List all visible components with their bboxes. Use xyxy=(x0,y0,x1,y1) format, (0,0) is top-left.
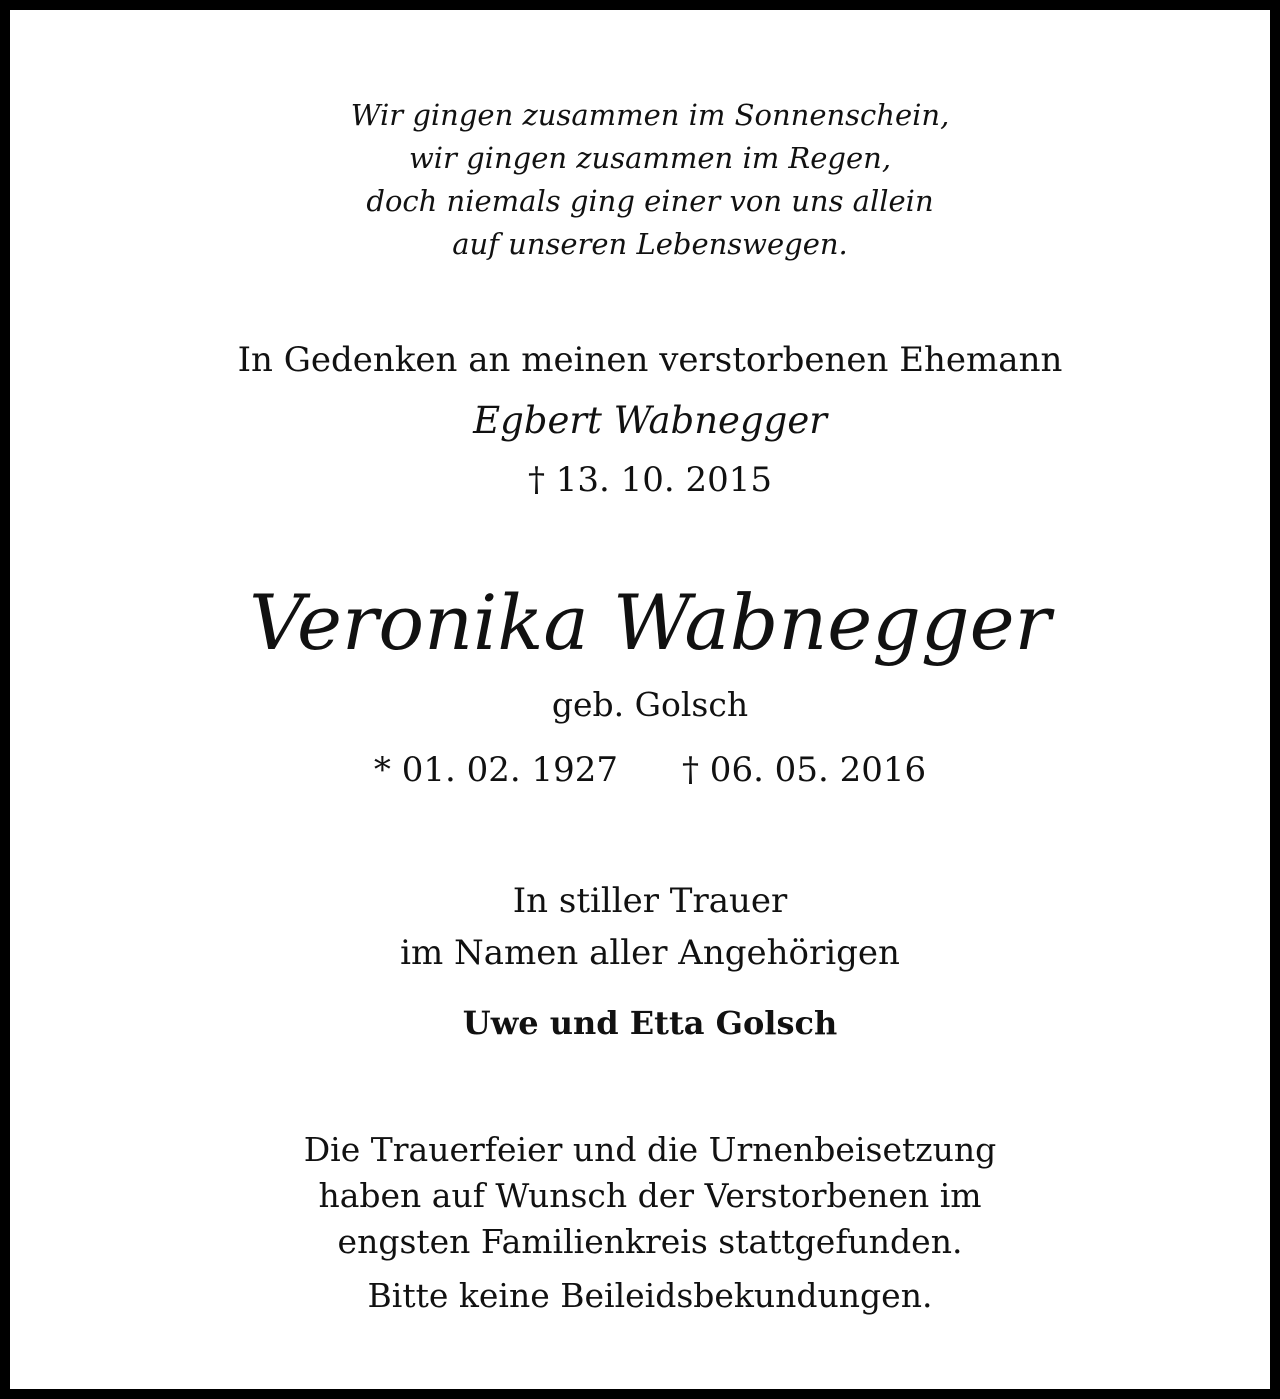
poem-line-2: wir gingen zusammen im Regen, xyxy=(408,141,892,175)
notice-line-4: Bitte keine Beileidsbekundungen. xyxy=(367,1276,933,1315)
husband-name: Egbert Wabnegger xyxy=(473,399,827,442)
maiden-name: geb. Golsch xyxy=(551,685,749,724)
notice-line-1: Die Trauerfeier und die Urnenbeisetzung xyxy=(303,1130,997,1169)
mourning-line-2: im Namen aller Angehörigen xyxy=(400,933,900,973)
mourner-names: Uwe und Etta Golsch xyxy=(462,1004,838,1042)
memorial-intro: In Gedenken an meinen verstorbenen Ehemann xyxy=(237,340,1063,380)
notice-line-2: haben auf Wunsch der Verstorbenen im xyxy=(318,1176,982,1215)
notice-line-3: engsten Familienkreis stattgefunden. xyxy=(337,1222,963,1261)
birth-date: * 01. 02. 1927 xyxy=(373,750,618,790)
husband-death-date: † 13. 10. 2015 xyxy=(527,460,773,500)
poem-line-4: auf unseren Lebenswegen. xyxy=(452,227,848,261)
mourning-line-1: In stiller Trauer xyxy=(512,881,788,921)
poem-line-1: Wir gingen zusammen im Sonnenschein, xyxy=(350,98,950,132)
deceased-name: Veronika Wabnegger xyxy=(249,578,1051,667)
poem-line-3: doch niemals ging einer von uns allein xyxy=(366,184,934,218)
life-dates xyxy=(10,746,1280,794)
death-date: † 06. 05. 2016 xyxy=(682,750,927,790)
